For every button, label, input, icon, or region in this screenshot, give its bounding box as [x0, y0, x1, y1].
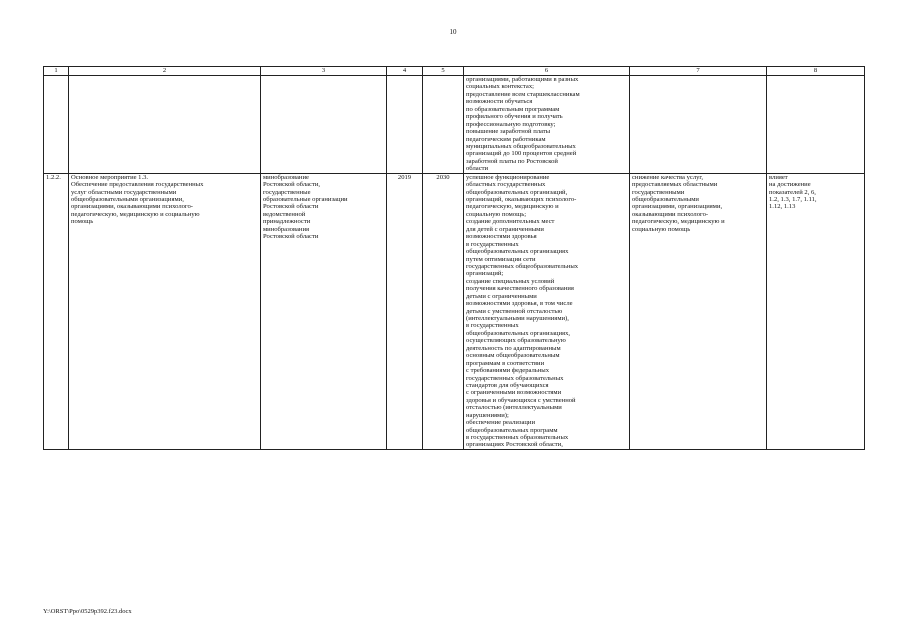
file-path-footer: Y:\ORST\Ppo\0529p392.f23.docx: [43, 608, 132, 615]
cell-text-line: минобразование: [263, 173, 309, 181]
cell-text-line: по образовательным программам: [466, 105, 560, 113]
cell-text-line: общеобразовательными организациями,: [71, 196, 184, 203]
table-row-1-2-2: [44, 173, 865, 449]
table-row-continuation: [44, 76, 865, 174]
cell-text-line: деятельность по адаптированным: [466, 344, 561, 352]
cell-text-line: возможности обучаться: [466, 98, 533, 106]
cell-text-line: общеобразовательных организациях,: [466, 329, 571, 337]
cell-text-line: принадлежности: [263, 218, 311, 226]
cell-text-line: программам в соответствии: [466, 359, 545, 367]
cell-text-line: педагогическую, медицинскую и социальную: [71, 210, 200, 218]
cell-text-line: в государственных: [466, 240, 519, 248]
header-cell-4: 4: [387, 67, 423, 76]
cell-empty: [630, 76, 767, 174]
cell-text-line: государственных образовательных: [466, 374, 564, 382]
cell-text-line: с требованиями федеральных: [466, 367, 550, 375]
cell-text-line: в государственных: [466, 322, 519, 330]
cell-text-line: осуществляющих образовательную: [466, 337, 566, 345]
header-cell-5: 5: [423, 67, 464, 76]
cell-text-line: отсталостью (интеллектуальными: [466, 404, 562, 412]
continuation-results-cell: [464, 76, 630, 174]
header-cell-3: 3: [261, 67, 387, 76]
cell-text-line: успешное функционирование: [466, 173, 550, 181]
cell-text-line: в государственных образовательных: [466, 434, 569, 441]
cell-empty: [423, 76, 464, 174]
program-table: [43, 66, 865, 450]
cell-text-line: возможностями здоровья: [466, 233, 537, 241]
page-number: 10: [449, 28, 457, 36]
header-cell-8: 8: [767, 67, 865, 76]
cell-text-line: ведомственной: [263, 210, 306, 218]
cell-text-line: детьми с умственной отсталостью: [466, 307, 563, 315]
cell-text-line: организаций до 100 процентов средней: [466, 150, 577, 158]
cell-text-line: 1.12, 1.13: [769, 203, 796, 211]
cell-text-line: снижение качества услуг,: [632, 173, 704, 181]
cell-text-line: Основное мероприятие 1.3.: [71, 173, 149, 181]
cell-text-line: заработной платы по Ростовской: [466, 157, 558, 165]
cell-text-line: основным общеобразовательным: [466, 352, 560, 360]
cell-text-line: общеобразовательных программ: [466, 426, 558, 434]
cell-text-line: здоровья и обучающихся с умственной: [466, 396, 576, 404]
cell-text-line: организациями, работающими в разных: [466, 76, 579, 83]
cell-empty: [69, 76, 261, 174]
cell-text-line: путем оптимизации сети: [466, 255, 536, 263]
header-cell-7: 7: [630, 67, 767, 76]
cell-empty: [44, 76, 69, 174]
cell-text-line: областных государственных: [466, 181, 546, 189]
cell-text-line: влияет: [769, 173, 788, 181]
cell-text-line: организациями, организациями,: [632, 203, 723, 211]
cell-text-line: обеспечение реализации: [466, 419, 535, 427]
cell-text-line: организаций;: [466, 270, 504, 278]
cell-text-line: педагогическую, медицинскую и: [632, 218, 725, 226]
cell-text-line: социальную помощь;: [466, 210, 527, 218]
cell-text-line: организаций, оказывающих психолого-: [466, 196, 577, 203]
header-cell-6: 6: [464, 67, 630, 76]
expected-results-cell: [464, 173, 630, 449]
cell-text-line: (интеллектуальными нарушениями),: [466, 315, 569, 322]
cell-text-line: на достижение: [769, 181, 811, 189]
cell-text-line: для детей с ограниченными: [466, 225, 544, 233]
header-cell-2: 2: [69, 67, 261, 76]
cell-text-line: общеобразовательных организаций,: [466, 188, 568, 196]
cell-text-line: профессиональную подготовку;: [466, 120, 556, 128]
cell-text-line: повышение заработной платы: [466, 128, 551, 136]
cell-text-line: Ростовской области: [263, 233, 319, 241]
cell-text-line: нарушениями);: [466, 411, 509, 419]
cell-empty: [261, 76, 387, 174]
cell-empty: [387, 76, 423, 174]
cell-text-line: государственными: [632, 188, 685, 196]
cell-text-line: педагогическую, медицинскую и: [466, 203, 559, 211]
cell-text-line: создание специальных условий: [466, 277, 555, 285]
end-year-cell: 2030: [423, 173, 464, 449]
cell-text-line: профильного обучения и получать: [466, 113, 563, 121]
cell-text-line: Ростовской области: [263, 203, 319, 211]
cell-text-line: общеобразовательными: [632, 196, 699, 203]
cell-text-line: предоставляемых областными: [632, 181, 718, 189]
cell-text-line: социальную помощь: [632, 225, 691, 233]
cell-text-line: общеобразовательных организациях: [466, 248, 569, 256]
cell-text-line: 1.2, 1.3, 1.7, 1.11,: [769, 196, 817, 203]
cell-text-line: организациях Ростовской области,: [466, 441, 563, 449]
indicators-link-cell: [767, 173, 865, 449]
cell-text-line: услуг областными государственными: [71, 188, 177, 196]
row-number-cell: 1.2.2.: [44, 173, 69, 449]
cell-text-line: муниципальных общеобразовательных: [466, 142, 576, 150]
cell-text-line: минобразования: [263, 225, 310, 233]
cell-text-line: Ростовской области,: [263, 181, 321, 189]
cell-text-line: оказывающими психолого-: [632, 210, 709, 218]
cell-text-line: помощь: [71, 218, 94, 226]
cell-text-line: создание дополнительных мест: [466, 218, 555, 226]
cell-text-line: возможностями здоровья, в том числе: [466, 300, 573, 308]
measure-name-cell: [69, 173, 261, 449]
cell-text-line: государственных общеобразовательных: [466, 262, 579, 270]
cell-text-line: образовательные организации: [263, 196, 348, 203]
consequences-cell: [630, 173, 767, 449]
header-row: [44, 67, 865, 76]
cell-text-line: детьми с ограниченными: [466, 292, 537, 300]
cell-text-line: педагогическим работникам: [466, 135, 546, 143]
start-year-cell: 2019: [387, 173, 423, 449]
cell-text-line: предоставление всем старшеклассникам: [466, 90, 580, 98]
cell-text-line: получения качественного образования: [466, 285, 574, 293]
cell-text-line: стандартов для обучающихся: [466, 381, 549, 389]
executor-cell: [261, 173, 387, 449]
cell-text-line: области: [466, 165, 489, 173]
cell-empty: [767, 76, 865, 174]
cell-text-line: показателей 2, 6,: [769, 188, 816, 196]
header-cell-1: 1: [44, 67, 69, 76]
cell-text-line: Обеспечение предоставления государственных: [71, 181, 204, 189]
cell-text-line: с ограниченными возможностями: [466, 389, 562, 397]
cell-text-line: организациями, оказывающими психолого-: [71, 203, 193, 211]
cell-text-line: социальных контекстах;: [466, 83, 534, 91]
cell-text-line: государственные: [263, 188, 311, 196]
